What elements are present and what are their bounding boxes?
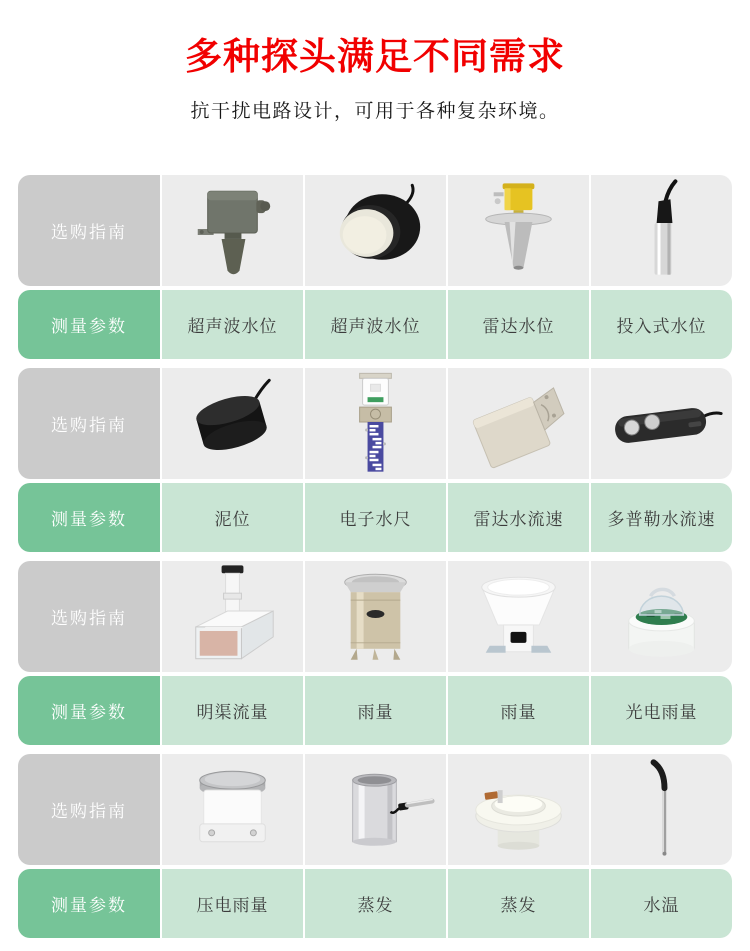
row-label-param: 测量参数: [18, 676, 160, 745]
table-row: [18, 676, 732, 745]
param-cell: 雨量: [448, 676, 589, 745]
product-photo-cell: [448, 754, 589, 865]
product-photo-cell: [305, 754, 446, 865]
param-cell: 蒸发: [305, 869, 446, 938]
product-photo-cell: [305, 368, 446, 479]
sludge-level-sensor-image: [162, 368, 303, 479]
param-cell: 光电雨量: [591, 676, 732, 745]
param-cell: 雷达水流速: [448, 483, 589, 552]
electronic-water-gauge-image: [305, 368, 446, 479]
param-cell: 投入式水位: [591, 290, 732, 359]
param-cell: 水温: [591, 869, 732, 938]
radar-flow-velocity-sensor-image: [448, 368, 589, 479]
table-row: [18, 754, 732, 865]
param-cell: 明渠流量: [162, 676, 303, 745]
product-photo-cell: [591, 754, 732, 865]
page-title: 多种探头满足不同需求: [185, 36, 565, 77]
doppler-flow-velocity-sensor-image: [591, 368, 732, 479]
evaporation-pan-image: [448, 754, 589, 865]
table-row: [18, 175, 732, 286]
row-label-guide: 选购指南: [18, 175, 160, 286]
page-header: [0, 0, 750, 123]
metal-rain-gauge-image: [305, 561, 446, 672]
param-cell: 超声波水位: [305, 290, 446, 359]
param-cell: 蒸发: [448, 869, 589, 938]
param-cell: 多普勒水流速: [591, 483, 732, 552]
evaporation-cup-sensor-image: [305, 754, 446, 865]
piezo-rain-gauge-image: [162, 754, 303, 865]
row-label-guide: 选购指南: [18, 561, 160, 672]
product-photo-cell: [162, 368, 303, 479]
radar-level-sensor-image: [448, 175, 589, 286]
page-subtitle: 抗干扰电路设计，可用于各种复杂环境。: [190, 100, 560, 122]
product-photo-cell: [162, 175, 303, 286]
param-cell: 泥位: [162, 483, 303, 552]
product-photo-cell: [448, 561, 589, 672]
product-photo-cell: [448, 175, 589, 286]
row-label-guide: 选购指南: [18, 754, 160, 865]
param-cell: 雷达水位: [448, 290, 589, 359]
boxed-ultrasonic-level-sensor-image: [162, 175, 303, 286]
row-label-param: 测量参数: [18, 869, 160, 938]
submersible-level-sensor-image: [591, 175, 732, 286]
param-cell: 雨量: [305, 676, 446, 745]
optical-rain-gauge-image: [591, 561, 732, 672]
ultrasonic-transducer-image: [305, 175, 446, 286]
param-cell: 压电雨量: [162, 869, 303, 938]
product-photo-cell: [591, 368, 732, 479]
open-channel-flume-image: [162, 561, 303, 672]
table-row: [18, 561, 732, 672]
param-cell: 超声波水位: [162, 290, 303, 359]
product-photo-cell: [305, 561, 446, 672]
table-row: [18, 290, 732, 359]
product-photo-cell: [162, 754, 303, 865]
plastic-rain-gauge-image: [448, 561, 589, 672]
table-row: [18, 368, 732, 479]
water-temperature-probe-image: [591, 754, 732, 865]
row-label-guide: 选购指南: [18, 368, 160, 479]
table-row: [18, 869, 732, 938]
param-cell: 电子水尺: [305, 483, 446, 552]
product-photo-cell: [162, 561, 303, 672]
row-label-param: 测量参数: [18, 290, 160, 359]
row-label-param: 测量参数: [18, 483, 160, 552]
product-photo-cell: [305, 175, 446, 286]
product-photo-cell: [448, 368, 589, 479]
product-selection-table: [18, 175, 732, 938]
product-photo-cell: [591, 561, 732, 672]
table-row: [18, 483, 732, 552]
product-photo-cell: [591, 175, 732, 286]
